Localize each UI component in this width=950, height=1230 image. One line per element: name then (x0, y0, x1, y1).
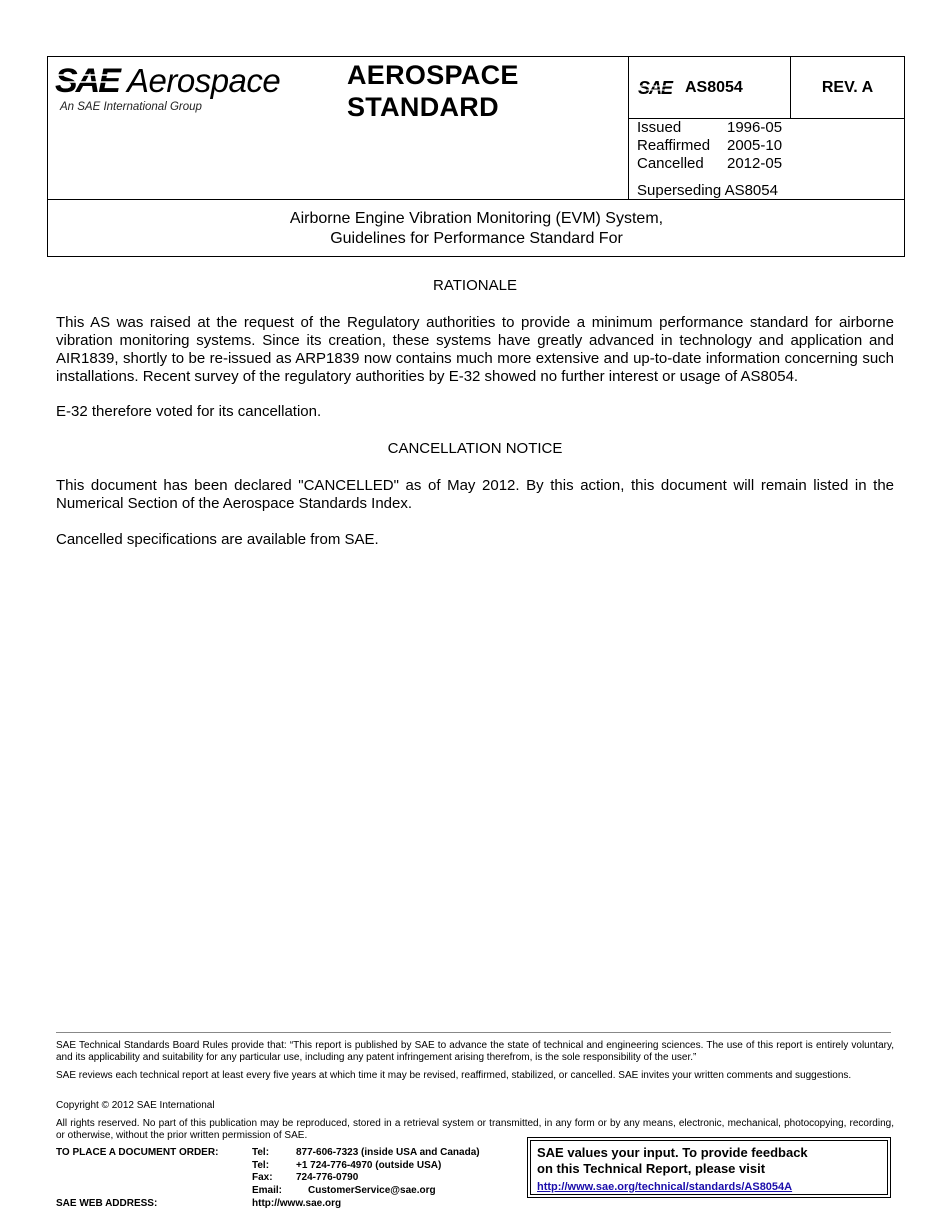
sae-mini-logo-icon (638, 79, 678, 102)
document-type (347, 59, 519, 123)
date-value: 2012-05 (727, 155, 783, 172)
date-row (637, 137, 782, 155)
feedback-line1: SAE values your input. To provide feedback (537, 1145, 808, 1160)
board-rules-text: SAE Technical Standards Board Rules provide that: “This report is published by SAE to advance the state of technical and engineering sciences. The use of this report is entirely voluntary, and its applicability and suitability for any particular use, including any patent infringement arising therefrom, is the sole responsibility of the user.” (56, 1040, 894, 1063)
document-dates (637, 119, 782, 173)
logo-subtitle: An SAE International Group (60, 101, 202, 113)
divider (628, 57, 629, 199)
order-key: Tel: (252, 1159, 270, 1171)
order-value: 877-606-7323 (inside USA and Canada) (296, 1147, 480, 1158)
date-label: Issued (637, 119, 682, 136)
document-number: AS8054 (685, 79, 743, 96)
footer-divider (56, 1032, 891, 1033)
title-line1: Airborne Engine Vibration Monitoring (EVM) System, (289, 210, 664, 227)
document-title (48, 209, 905, 249)
order-key: Email: (252, 1184, 283, 1196)
date-label: Reaffirmed (637, 137, 711, 154)
revision-label: REV. A (821, 79, 874, 96)
sae-aerospace-logo (55, 61, 295, 115)
order-label: TO PLACE A DOCUMENT ORDER: (56, 1147, 219, 1158)
doc-type-line1: AEROSPACE (347, 60, 519, 90)
cancellation-paragraph: Cancelled specifications are available from SAE. (56, 531, 379, 548)
order-value: 724-776-0790 (296, 1172, 359, 1183)
order-key: Fax: (252, 1172, 273, 1183)
rights-text: All rights reserved. No part of this publication may be reproduced, stored in a retrieval system or transmitted, in any form or by any means, electronic, mechanical, photocopying, recording, or otherwise, without the prior written permission of SAE. (56, 1118, 894, 1141)
rationale-heading: RATIONALE (433, 277, 517, 294)
web-label: SAE WEB ADDRESS: (56, 1198, 158, 1209)
title-line2: Guidelines for Performance Standard For (330, 230, 623, 247)
divider (48, 199, 905, 200)
superseding-note: Superseding AS8054 (637, 182, 778, 199)
web-address[interactable]: http://www.sae.org (252, 1198, 342, 1209)
svg-text:Aerospace: Aerospace (127, 62, 281, 99)
date-value: 1996-05 (727, 119, 783, 136)
order-value: CustomerService@sae.org (308, 1184, 436, 1196)
svg-text:SAE: SAE (55, 62, 119, 100)
feedback-line2: on this Technical Report, please visit (537, 1161, 766, 1176)
feedback-link[interactable]: http://www.sae.org/technical/standards/AS8054A (537, 1181, 793, 1193)
order-value: +1 724-776-4970 (outside USA) (296, 1159, 442, 1171)
review-text: SAE reviews each technical report at least every five years at which time it may be revised, reaffirmed, stabilized, or cancelled. SAE invites your written comments and suggestions. (56, 1070, 852, 1081)
date-row (637, 155, 782, 173)
date-label: Cancelled (637, 155, 704, 172)
cancellation-paragraph: This document has been declared "CANCELLED" as of May 2012. By this action, this document will remain listed in the Numerical Section of the Aerospace Standards Index. (56, 477, 894, 512)
date-row (637, 119, 782, 137)
sae-logo-icon (55, 61, 300, 101)
svg-text:SAE: SAE (638, 79, 673, 97)
date-value: 2005-10 (727, 137, 783, 154)
rationale-paragraph: E-32 therefore voted for its cancellation. (56, 403, 322, 420)
order-key: Tel: (252, 1147, 270, 1158)
rationale-paragraph: This AS was raised at the request of the Regulatory authorities to provide a minimum performance standard for airborne vibration monitoring systems. Since its creation, these systems have greatly advanced in technology and application and AIR1839, shortly to be re-issued as ARP1839 now contains much more extensive and up-to-date information concerning such installations. Recent survey of the regulatory authorities by E-32 showed no further interest or usage of AS8054. (56, 314, 894, 385)
cancellation-heading: CANCELLATION NOTICE (387, 440, 563, 457)
doc-type-line2: STANDARD (347, 92, 499, 122)
copyright-text: Copyright © 2012 SAE International (56, 1100, 215, 1111)
document-header (47, 56, 905, 257)
feedback-box (527, 1137, 891, 1198)
